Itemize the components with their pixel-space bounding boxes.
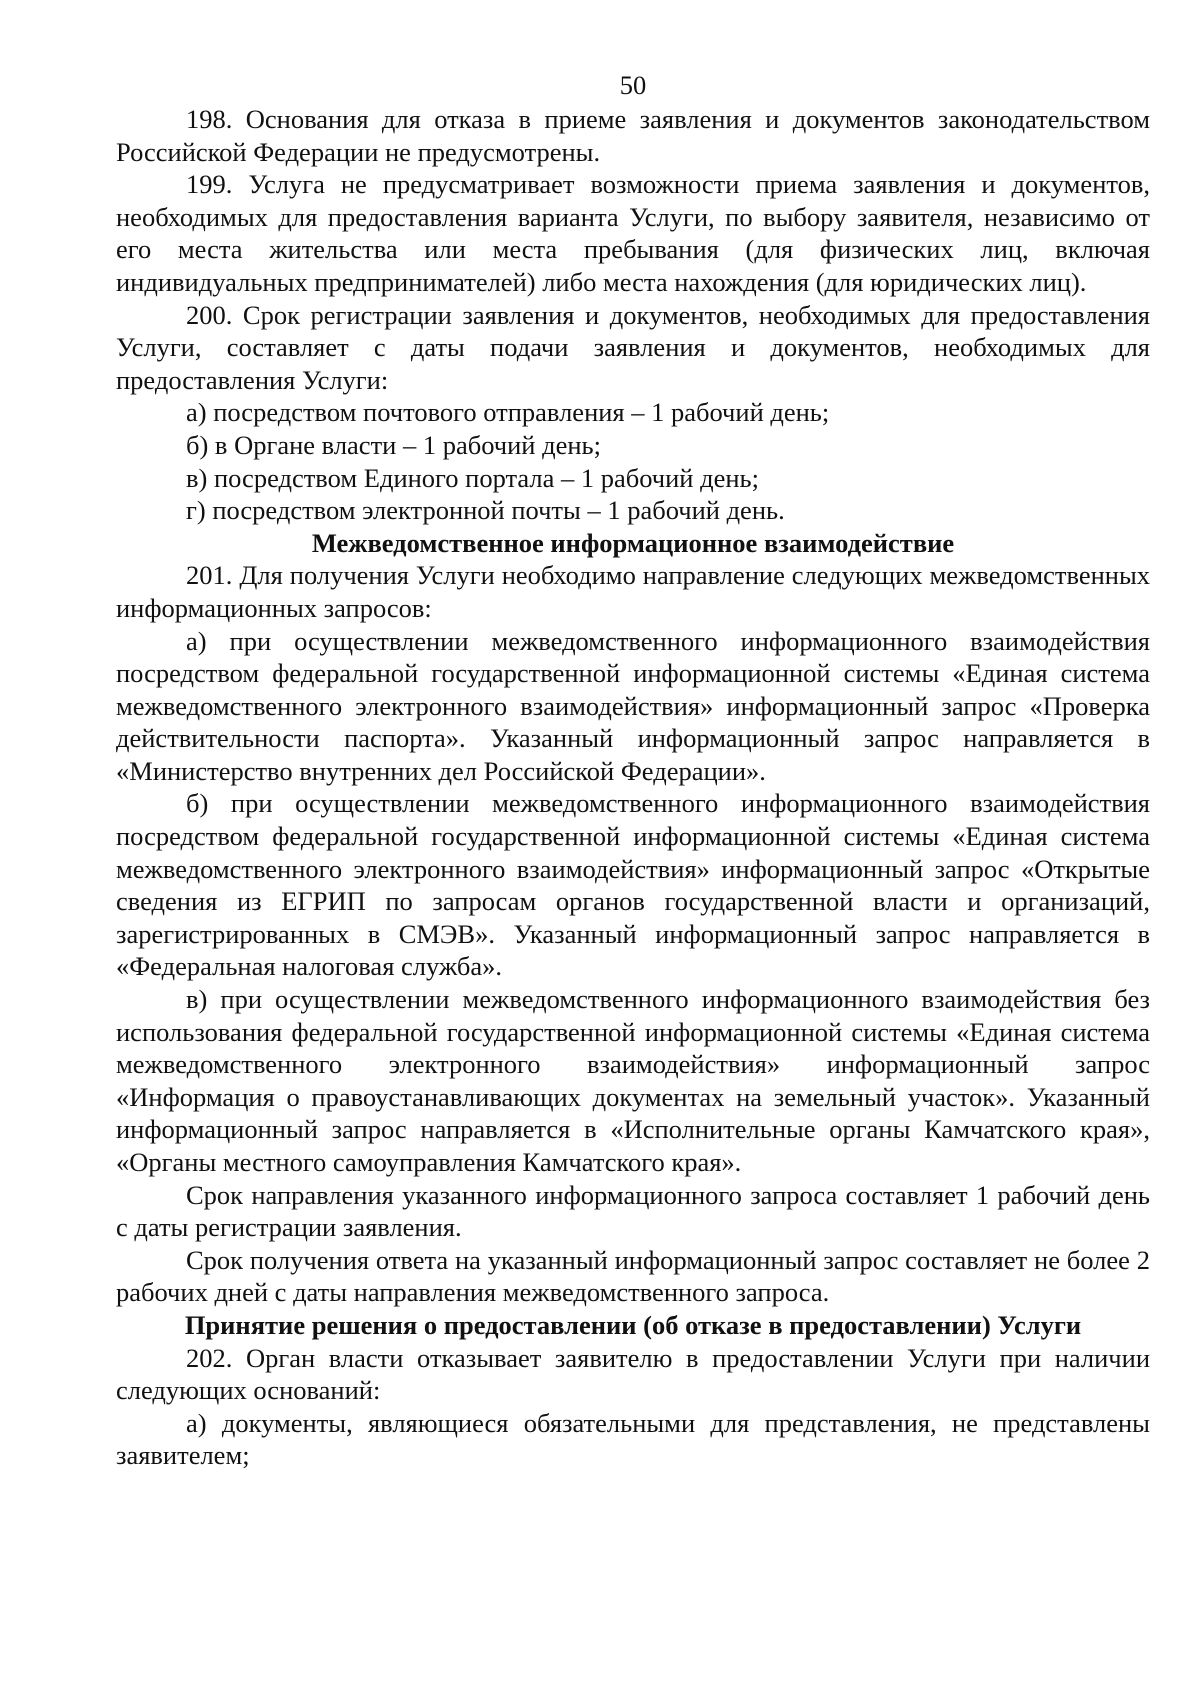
section-heading-decision: Принятие решения о предоставлении (об отказе в предоставлении) Услуги bbox=[184, 1309, 1082, 1340]
paragraph-201: 201. Для получения Услуги необходимо направление следующих межведомственных информационных запросов: bbox=[116, 560, 1150, 623]
page-number: 50 bbox=[619, 70, 647, 100]
list-item-g: г) посредством электронной почты – 1 рабочий день. bbox=[186, 495, 785, 526]
list-item-b: б) в Органе власти – 1 рабочий день; bbox=[186, 429, 601, 460]
paragraph-202: 202. Орган власти отказывает заявителю в предоставлении Услуги при наличии следующих оснований: bbox=[116, 1342, 1150, 1406]
document-page bbox=[116, 68, 1150, 1472]
paragraph-201-v: в) при осуществлении межведомственного информационного взаимодействия без использования федеральной государственной информационной системы «Единая система межведомственного электронного взаимодействия» информационный запрос «Информация о правоустанавливающих документах на земельный участок». Указанный информационный запрос направляется в «Исполнительные органы Камчатского края», «Органы местного самоуправления Камчатского края». bbox=[116, 984, 1150, 1177]
paragraph-201-b: б) при осуществлении межведомственного информационного взаимодействия посредством федеральной государственной информационной системы «Единая система межведомственного электронного взаимодействия» информационный запрос «Открытые сведения из ЕГРИП по запросам органов государственной власти и организаций, зарегистрированных в СМЭВ». Указанный информационный запрос направляется в «Федеральная налоговая служба». bbox=[116, 788, 1150, 982]
list-item-a: а) посредством почтового отправления – 1 рабочий день; bbox=[186, 397, 830, 428]
paragraph-request-deadline: Срок направления указанного информационного запроса составляет 1 рабочий день с даты регистрации заявления. bbox=[116, 1179, 1150, 1243]
paragraph-198: 198. Основания для отказа в приеме заявления и документов законодательством Российской Федерации не предусмотрены. bbox=[116, 104, 1150, 167]
paragraph-response-deadline: Срок получения ответа на указанный информационный запрос составляет не более 2 рабочих дней с даты направления межведомственного запроса. bbox=[116, 1244, 1150, 1308]
paragraph-199: 199. Услуга не предусматривает возможности приема заявления и документов, необходимых для предоставления варианта Услуги, по выбору заявителя, независимо от его места жительства или места пребывания (для физических лиц, включая индивидуальных предпринимателей) либо места нахождения (для юридических лиц). bbox=[116, 169, 1150, 297]
list-item-v: в) посредством Единого портала – 1 рабочий день; bbox=[186, 462, 759, 493]
paragraph-201-a: а) при осуществлении межведомственного информационного взаимодействия посредством федеральной государственной информационной системы «Единая система межведомственного электронного взаимодействия» информационный запрос «Проверка действительности паспорта». Указанный информационный запрос направляется в «Министерство внутренних дел Российской Федерации». bbox=[116, 625, 1150, 786]
paragraph-202-a: а) документы, являющиеся обязательными для представления, не представлены заявителем; bbox=[116, 1407, 1150, 1471]
paragraph-200: 200. Срок регистрации заявления и документов, необходимых для предоставления Услуги, составляет с даты подачи заявления и документов, необходимых для предоставления Услуги: bbox=[116, 299, 1150, 395]
section-heading-interagency: Межведомственное информационное взаимодействие bbox=[311, 527, 955, 558]
